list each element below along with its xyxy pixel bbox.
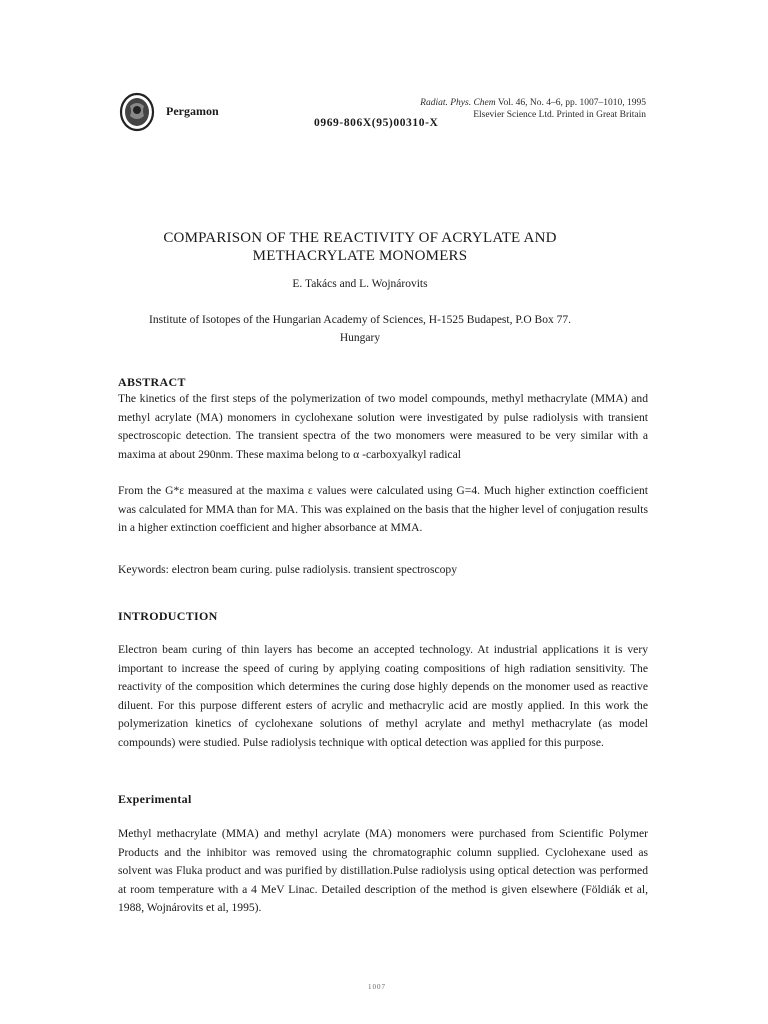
paper-title: [100, 229, 620, 265]
affiliation: [100, 311, 620, 347]
authors: E. Takács and L. Wojnárovits: [292, 278, 428, 290]
doi: 0969-806X(95)00310-X: [314, 117, 439, 129]
abstract-heading: ABSTRACT: [118, 375, 186, 389]
journal-name: Radiat. Phys. Chem: [420, 98, 496, 108]
journal-reference: [420, 97, 646, 121]
introduction-paragraph: Electron beam curing of thin layers has become an accepted technology. At industrial applications it is very important to increase the speed of curing by applying coating compositions of high radiation sensitivity. The reactivity of the composition which determines the curing dose highly depends on the monomer used as reactive diluent. For this purpose different esters of acrylic and methacrylic acid are mostly applied. In this work the polymerization kinetics of cyclohexane solutions of methyl acrylate and methyl methacrylate (as model compounds) were studied. Pulse radiolysis technique with optical detection was applied for this purpose.: [118, 643, 648, 749]
publisher-name: Pergamon: [166, 104, 219, 118]
journal-details: Vol. 46, No. 4–6, pp. 1007–1010, 1995: [497, 98, 646, 108]
abstract-paragraph-2: From the G*ε measured at the maxima ε values were calculated using G=4. Much higher extinction coefficient was calculated for MMA than for MA. This was explained on the basis that the higher level of conjugation results in a higher extinction coefficient and higher absorbance at MMA.: [118, 484, 648, 534]
page-number: 1007: [368, 983, 386, 991]
affiliation-line-2: Hungary: [339, 332, 381, 344]
pergamon-logo-icon: [118, 92, 156, 132]
copyright-line: Elsevier Science Ltd. Printed in Great Britain: [473, 110, 646, 120]
title-line-1: COMPARISON OF THE REACTIVITY OF ACRYLATE AND: [163, 230, 557, 246]
experimental-heading: Experimental: [118, 792, 192, 806]
experimental-paragraph: Methyl methacrylate (MMA) and methyl acrylate (MA) monomers were purchased from Scientific Polymer Products and the inhibitor was removed using the chromatographic column supplied. Cyclohexane used as solvent was Fluka product and was purified by distillation.Pulse radiolysis using optical detection was performed at room temperature with a 4 MeV Linac. Detailed description of the method is given elsewhere (Földiák et al, 1988, Wojnárovits et al, 1995).: [118, 827, 648, 914]
introduction-heading: INTRODUCTION: [118, 609, 218, 623]
keywords: Keywords: electron beam curing. pulse radiolysis. transient spectroscopy: [118, 563, 458, 576]
affiliation-line-1: Institute of Isotopes of the Hungarian Academy of Sciences, H-1525 Budapest, P.O Box 77.: [149, 314, 571, 326]
abstract-paragraph-1: The kinetics of the first steps of the polymerization of two model compounds, methyl methacrylate (MMA) and methyl acrylate (MA) monomers in cyclohexane solution were investigated by pulse radiolysis with transient spectroscopic detection. The transient spectra of the two monomers were measured to be very similar with a maxima at about 290nm. These maxima belong to α -carboxyalkyl radical: [118, 392, 648, 461]
title-line-2: METHACRYLATE MONOMERS: [252, 248, 468, 264]
